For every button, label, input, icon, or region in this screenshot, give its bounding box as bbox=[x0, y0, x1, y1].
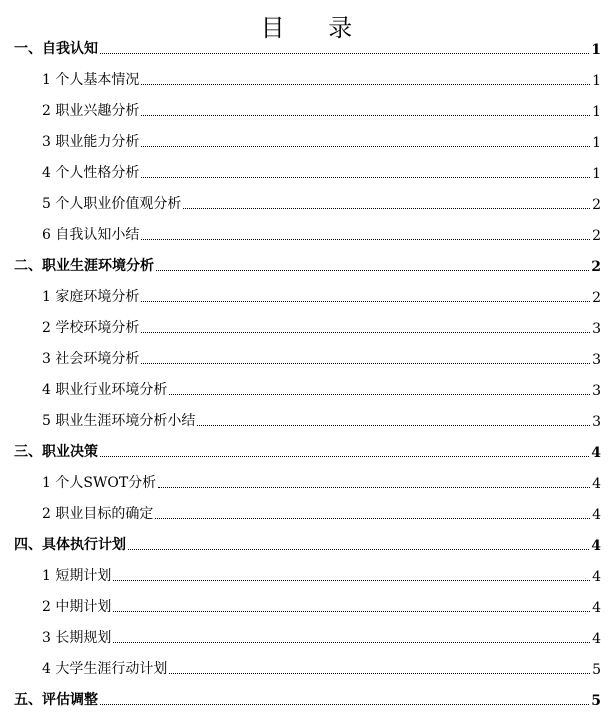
toc-entry-label: 一、自我认知 bbox=[14, 41, 98, 57]
toc-page-number: 2 bbox=[592, 197, 601, 213]
toc-page-number: 3 bbox=[592, 383, 601, 399]
toc-page-number: 1 bbox=[592, 73, 601, 89]
toc-dot-leader bbox=[141, 300, 590, 302]
toc-subsection-entry[interactable] bbox=[0, 160, 613, 182]
toc-page-number: 2 bbox=[592, 228, 601, 244]
toc-page-number: 4 bbox=[591, 538, 601, 554]
toc-entry-label: 3 职业能力分析 bbox=[42, 134, 140, 150]
toc-page-number: 4 bbox=[592, 631, 601, 647]
toc-entry-label: 3 社会环境分析 bbox=[42, 351, 140, 367]
toc-dot-leader bbox=[128, 548, 589, 550]
toc-dot-leader bbox=[141, 176, 590, 178]
toc-dot-leader bbox=[141, 83, 590, 85]
toc-section-entry[interactable] bbox=[0, 532, 613, 554]
toc-entry-label: 2 职业目标的确定 bbox=[42, 506, 154, 522]
toc-subsection-entry[interactable] bbox=[0, 346, 613, 368]
toc-subsection-entry[interactable] bbox=[0, 656, 613, 678]
toc-dot-leader bbox=[100, 52, 589, 54]
toc-page-number: 3 bbox=[592, 352, 601, 368]
toc-page-number: 4 bbox=[592, 476, 601, 492]
toc-dot-leader bbox=[141, 238, 590, 240]
toc-entry-label: 6 自我认知小结 bbox=[42, 227, 140, 243]
toc-dot-leader bbox=[113, 641, 590, 643]
toc-page-number: 1 bbox=[592, 135, 601, 151]
toc-subsection-entry[interactable] bbox=[0, 625, 613, 647]
toc-page-number: 4 bbox=[592, 569, 601, 585]
toc-subsection-entry[interactable] bbox=[0, 98, 613, 120]
toc-entry-label: 3 长期规划 bbox=[42, 630, 112, 646]
toc-subsection-entry[interactable] bbox=[0, 315, 613, 337]
toc-page-number: 2 bbox=[591, 259, 601, 275]
toc-entry-label: 1 个人基本情况 bbox=[42, 72, 140, 88]
toc-dot-leader bbox=[183, 207, 590, 209]
toc-subsection-entry[interactable] bbox=[0, 284, 613, 306]
toc-subsection-entry[interactable] bbox=[0, 67, 613, 89]
toc-dot-leader bbox=[141, 362, 590, 364]
toc-entry-label: 1 个人SWOT分析 bbox=[42, 475, 157, 491]
toc-entry-label: 三、职业决策 bbox=[14, 444, 98, 460]
toc-dot-leader bbox=[169, 393, 590, 395]
toc-section-entry[interactable] bbox=[0, 687, 613, 709]
toc-dot-leader bbox=[113, 610, 590, 612]
toc-dot-leader bbox=[197, 424, 590, 426]
toc-subsection-entry[interactable] bbox=[0, 377, 613, 399]
toc-subsection-entry[interactable] bbox=[0, 594, 613, 616]
toc-page-number: 1 bbox=[591, 42, 601, 58]
toc-entry-label: 二、职业生涯环境分析 bbox=[14, 258, 154, 274]
toc-page-number: 4 bbox=[592, 507, 601, 523]
toc-entry-label: 4 个人性格分析 bbox=[42, 165, 140, 181]
toc-dot-leader bbox=[141, 114, 590, 116]
toc-entry-label: 五、评估调整 bbox=[14, 692, 98, 708]
toc-page-number: 1 bbox=[592, 166, 601, 182]
toc-dot-leader bbox=[100, 455, 589, 457]
toc-page-number: 5 bbox=[591, 693, 601, 709]
toc-entry-label: 四、具体执行计划 bbox=[14, 537, 126, 553]
toc-subsection-entry[interactable] bbox=[0, 191, 613, 213]
toc-entry-label: 1 家庭环境分析 bbox=[42, 289, 140, 305]
toc-dot-leader bbox=[141, 145, 590, 147]
toc-subsection-entry[interactable] bbox=[0, 470, 613, 492]
toc-subsection-entry[interactable] bbox=[0, 563, 613, 585]
toc-page-number: 3 bbox=[592, 321, 601, 337]
toc-dot-leader bbox=[100, 703, 589, 705]
toc-subsection-entry[interactable] bbox=[0, 222, 613, 244]
toc-section-entry[interactable] bbox=[0, 253, 613, 275]
toc-entry-label: 4 大学生涯行动计划 bbox=[42, 661, 168, 677]
toc-dot-leader bbox=[158, 486, 590, 488]
toc-entry-label: 1 短期计划 bbox=[42, 568, 112, 584]
toc-subsection-entry[interactable] bbox=[0, 501, 613, 523]
toc-entry-label: 5 职业生涯环境分析小结 bbox=[42, 413, 196, 429]
toc-dot-leader bbox=[113, 579, 590, 581]
toc-subsection-entry[interactable] bbox=[0, 129, 613, 151]
toc-page-number: 4 bbox=[592, 600, 601, 616]
toc-page-number: 3 bbox=[592, 414, 601, 430]
toc-section-entry[interactable] bbox=[0, 439, 613, 461]
toc-section-entry[interactable] bbox=[0, 36, 613, 58]
toc-entry-label: 2 职业兴趣分析 bbox=[42, 103, 140, 119]
toc-page-number: 4 bbox=[591, 445, 601, 461]
toc-page-number: 5 bbox=[592, 662, 601, 678]
toc-title: 目 录 bbox=[260, 14, 371, 42]
toc-page-number: 1 bbox=[592, 104, 601, 120]
toc-dot-leader bbox=[169, 672, 590, 674]
toc-entry-label: 5 个人职业价值观分析 bbox=[42, 196, 182, 212]
toc-dot-leader bbox=[141, 331, 590, 333]
toc-entry-label: 2 中期计划 bbox=[42, 599, 112, 615]
toc-entry-label: 2 学校环境分析 bbox=[42, 320, 140, 336]
toc-page-number: 2 bbox=[592, 290, 601, 306]
toc-dot-leader bbox=[156, 269, 589, 271]
toc-dot-leader bbox=[155, 517, 590, 519]
toc-entry-label: 4 职业行业环境分析 bbox=[42, 382, 168, 398]
toc-subsection-entry[interactable] bbox=[0, 408, 613, 430]
